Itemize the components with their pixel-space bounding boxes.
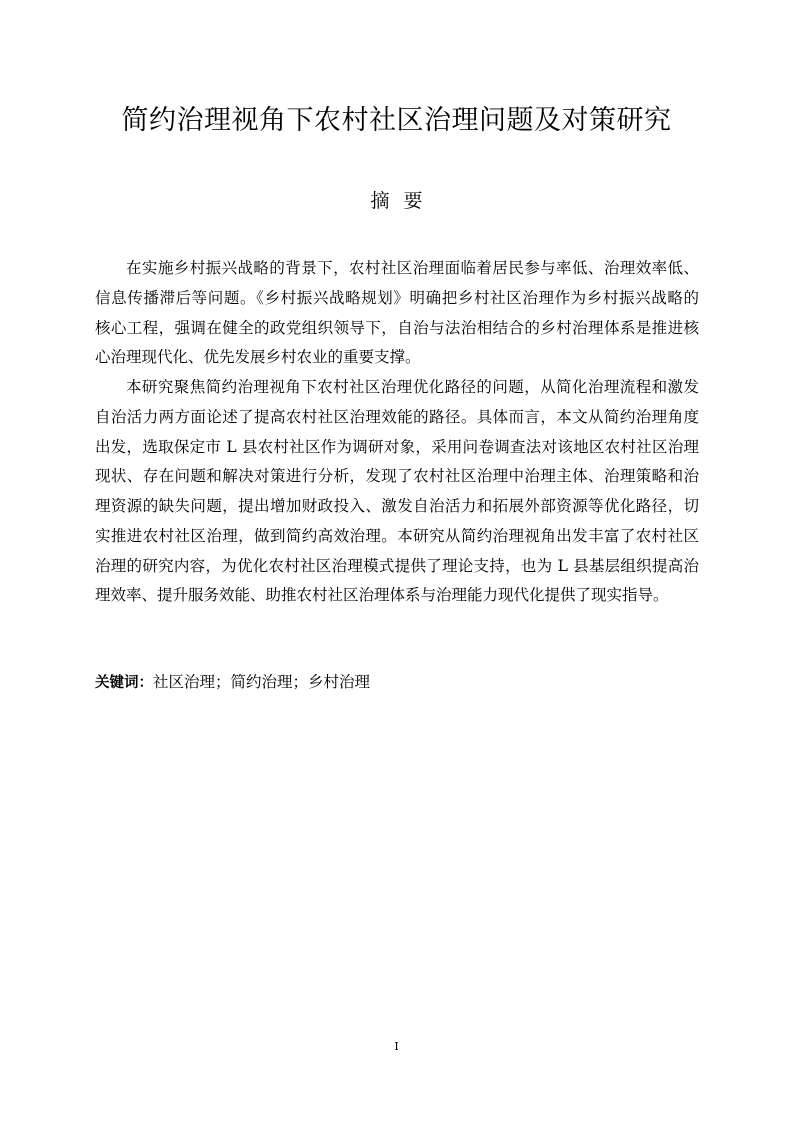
- paragraph-1-line: 信息传播滞后等问题。《乡村振兴战略规划》明确把乡村社区治理作为乡村振兴战略的: [95, 288, 699, 307]
- paragraph-1-line: 在实施乡村振兴战略的背景下，农村社区治理面临着居民参与率低、治理效率低、: [126, 259, 699, 277]
- keywords-value: 社区治理；简约治理；乡村治理: [153, 673, 371, 691]
- keywords-label: 关键词：: [95, 675, 153, 691]
- paragraph-1-line: 心治理现代化、优先发展乡村农业的重要支撑。: [95, 348, 421, 367]
- keywords: [95, 670, 370, 695]
- paragraph-2-line: 实推进农村社区治理，做到简约高效治理。本研究从简约治理视角出发丰富了农村社区: [95, 526, 699, 545]
- paragraph-2-line: 现状、存在问题和解决对策进行分析，发现了农村社区治理中治理主体、治理策略和治: [95, 467, 699, 486]
- paragraph-2-line: 理资源的缺失问题，提出增加财政投入、激发自治活力和拓展外部资源等优化路径，切: [95, 497, 699, 515]
- paragraph-2-line: 治理的研究内容，为优化农村社区治理模式提供了理论支持，也为 L 县基层组织提高治: [95, 556, 699, 575]
- paragraph-2-line: 理效率、提升服务效能、助推农村社区治理体系与治理能力现代化提供了现实指导。: [95, 586, 669, 605]
- paragraph-2-line: 自治活力两方面论述了提高农村社区治理效能的路径。具体而言，本文从简约治理角度: [95, 407, 699, 426]
- abstract-body: [95, 254, 699, 611]
- paragraph-2-line: 出发，选取保定市 L 县农村社区作为调研对象，采用问卷调查法对该地区农村社区治理: [95, 437, 699, 456]
- page-number: I: [394, 1040, 399, 1053]
- abstract-heading: 摘要: [370, 190, 437, 212]
- paragraph-1-line: 核心工程，强调在健全的政党组织领导下，自治与法治相结合的乡村治理体系是推进核: [95, 318, 699, 337]
- document-title: 简约治理视角下农村社区治理问题及对策研究: [121, 105, 672, 136]
- paragraph-2-line: 本研究聚焦简约治理视角下农村社区治理优化路径的问题，从简化治理流程和激发: [126, 378, 699, 396]
